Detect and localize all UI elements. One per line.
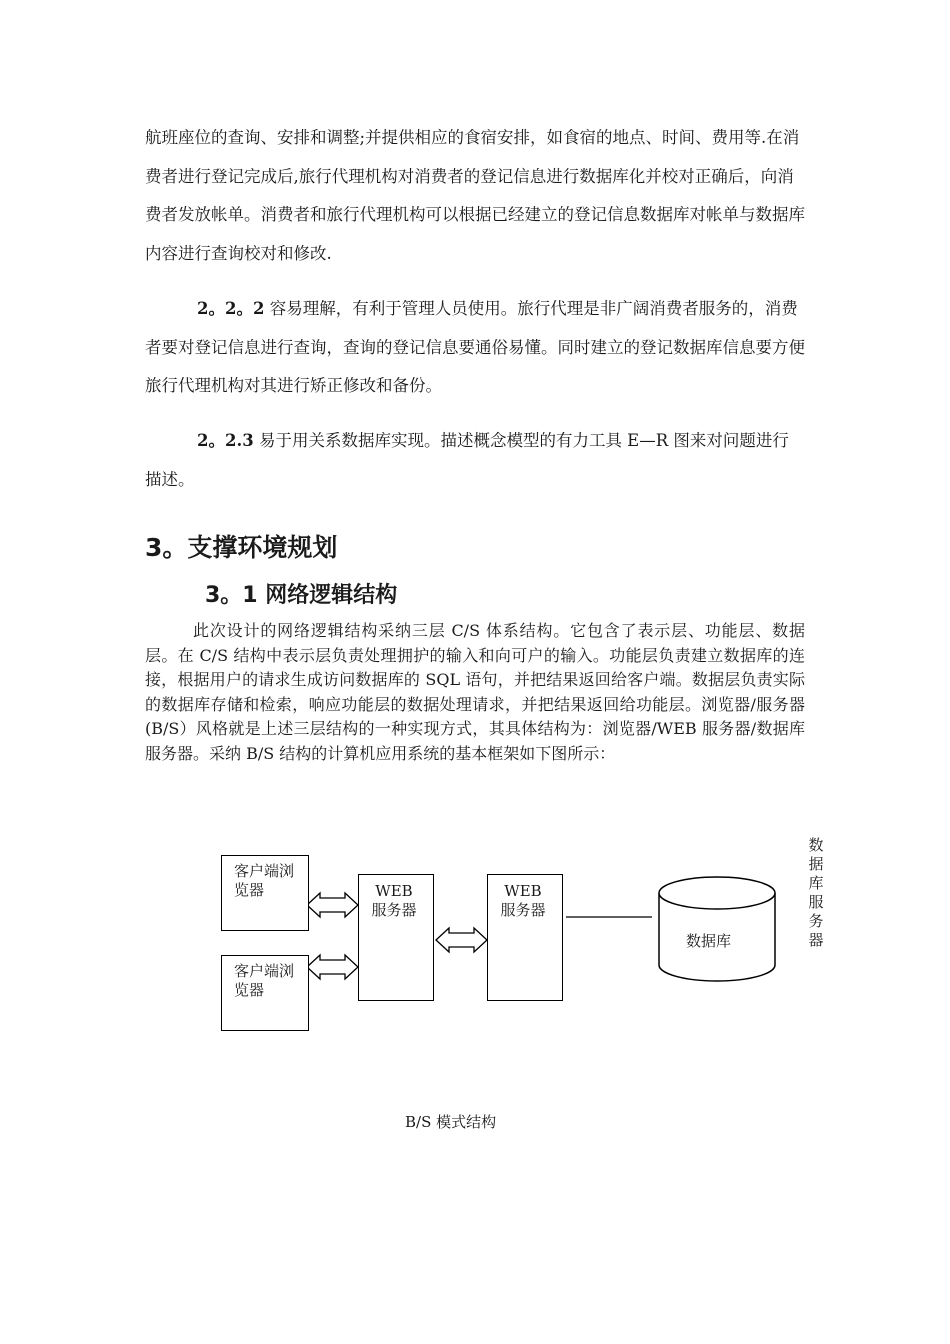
double-arrow-client1 [307,893,358,917]
section-number-2-2-3: 2。2.3 [197,431,254,450]
section-number-2-2-2: 2。2。2 [197,299,265,318]
client-browser-box-1 [221,855,309,931]
client-browser-box-2 [221,955,309,1031]
web-server-box-2 [487,874,563,1001]
database-server-label: 数据库服务器 [808,836,824,949]
diagram-caption: B/S 模式结构 [405,1113,497,1131]
client-browser-label-2: 客户端浏览器 [234,962,295,999]
paragraph-network-logic: 此次设计的网络逻辑结构采纳三层 C/S 体系结构。它包含了表示层、功能层、数据层。在 C/S 结构中表示层负责处理拥护的输入和向可户的输入。功能层负责建立数据库的连接，根据用户的请求生成访问数据库的 SQL 语句，并把结果返回给客户端。数据层负责实际的数据库存储和检索，响应功能层的数据处理请求，并把结果返回给功能层。浏览器/服务器(B/S）风格就是上述三层结构的一种实现方式，其具体结构为：浏览器/WEB 服务器/数据库服务器。采纳 B/S 结构的计算机应用系统的基本框架如下图所示： [145,621,805,763]
heading-network-logic: 3。1 网络逻辑结构 [205,583,398,608]
paragraph-2-2-2-text: 容易理解，有利于管理人员使用。旅行代理是非广阔消费者服务的，消费者要对登记信息进行查询，查询的登记信息要通俗易懂。同时建立的登记数据库信息要方便旅行代理机构对其进行矫正修改和备份。 [145,299,805,395]
client-browser-label-1: 客户端浏览器 [234,862,295,899]
web-server-label-1: WEB 服务器 [371,882,417,919]
paragraph-intro: 航班座位的查询、安排和调整;并提供相应的食宿安排，如食宿的地点、时间、费用等.在消费者进行登记完成后,旅行代理机构对消费者的登记信息进行数据库化并校对正确后，向消费者发放帐单。消费者和旅行代理机构可以根据已经建立的登记信息数据库对帐单与数据库内容进行查询校对和修改. [145,128,805,263]
double-arrow-client2 [307,955,358,979]
web-server-label-2: WEB 服务器 [500,882,546,919]
paragraph-2-2-3-text: 易于用关系数据库实现。描述概念模型的有力工具 E—R 图来对问题进行描述。 [145,431,789,489]
database-label: 数据库 [686,932,732,950]
web-server-box-1 [358,874,434,1001]
database-cylinder [659,877,775,981]
double-arrow-web [436,928,487,952]
heading-support-environment: 3。支撑环境规划 [145,533,338,562]
